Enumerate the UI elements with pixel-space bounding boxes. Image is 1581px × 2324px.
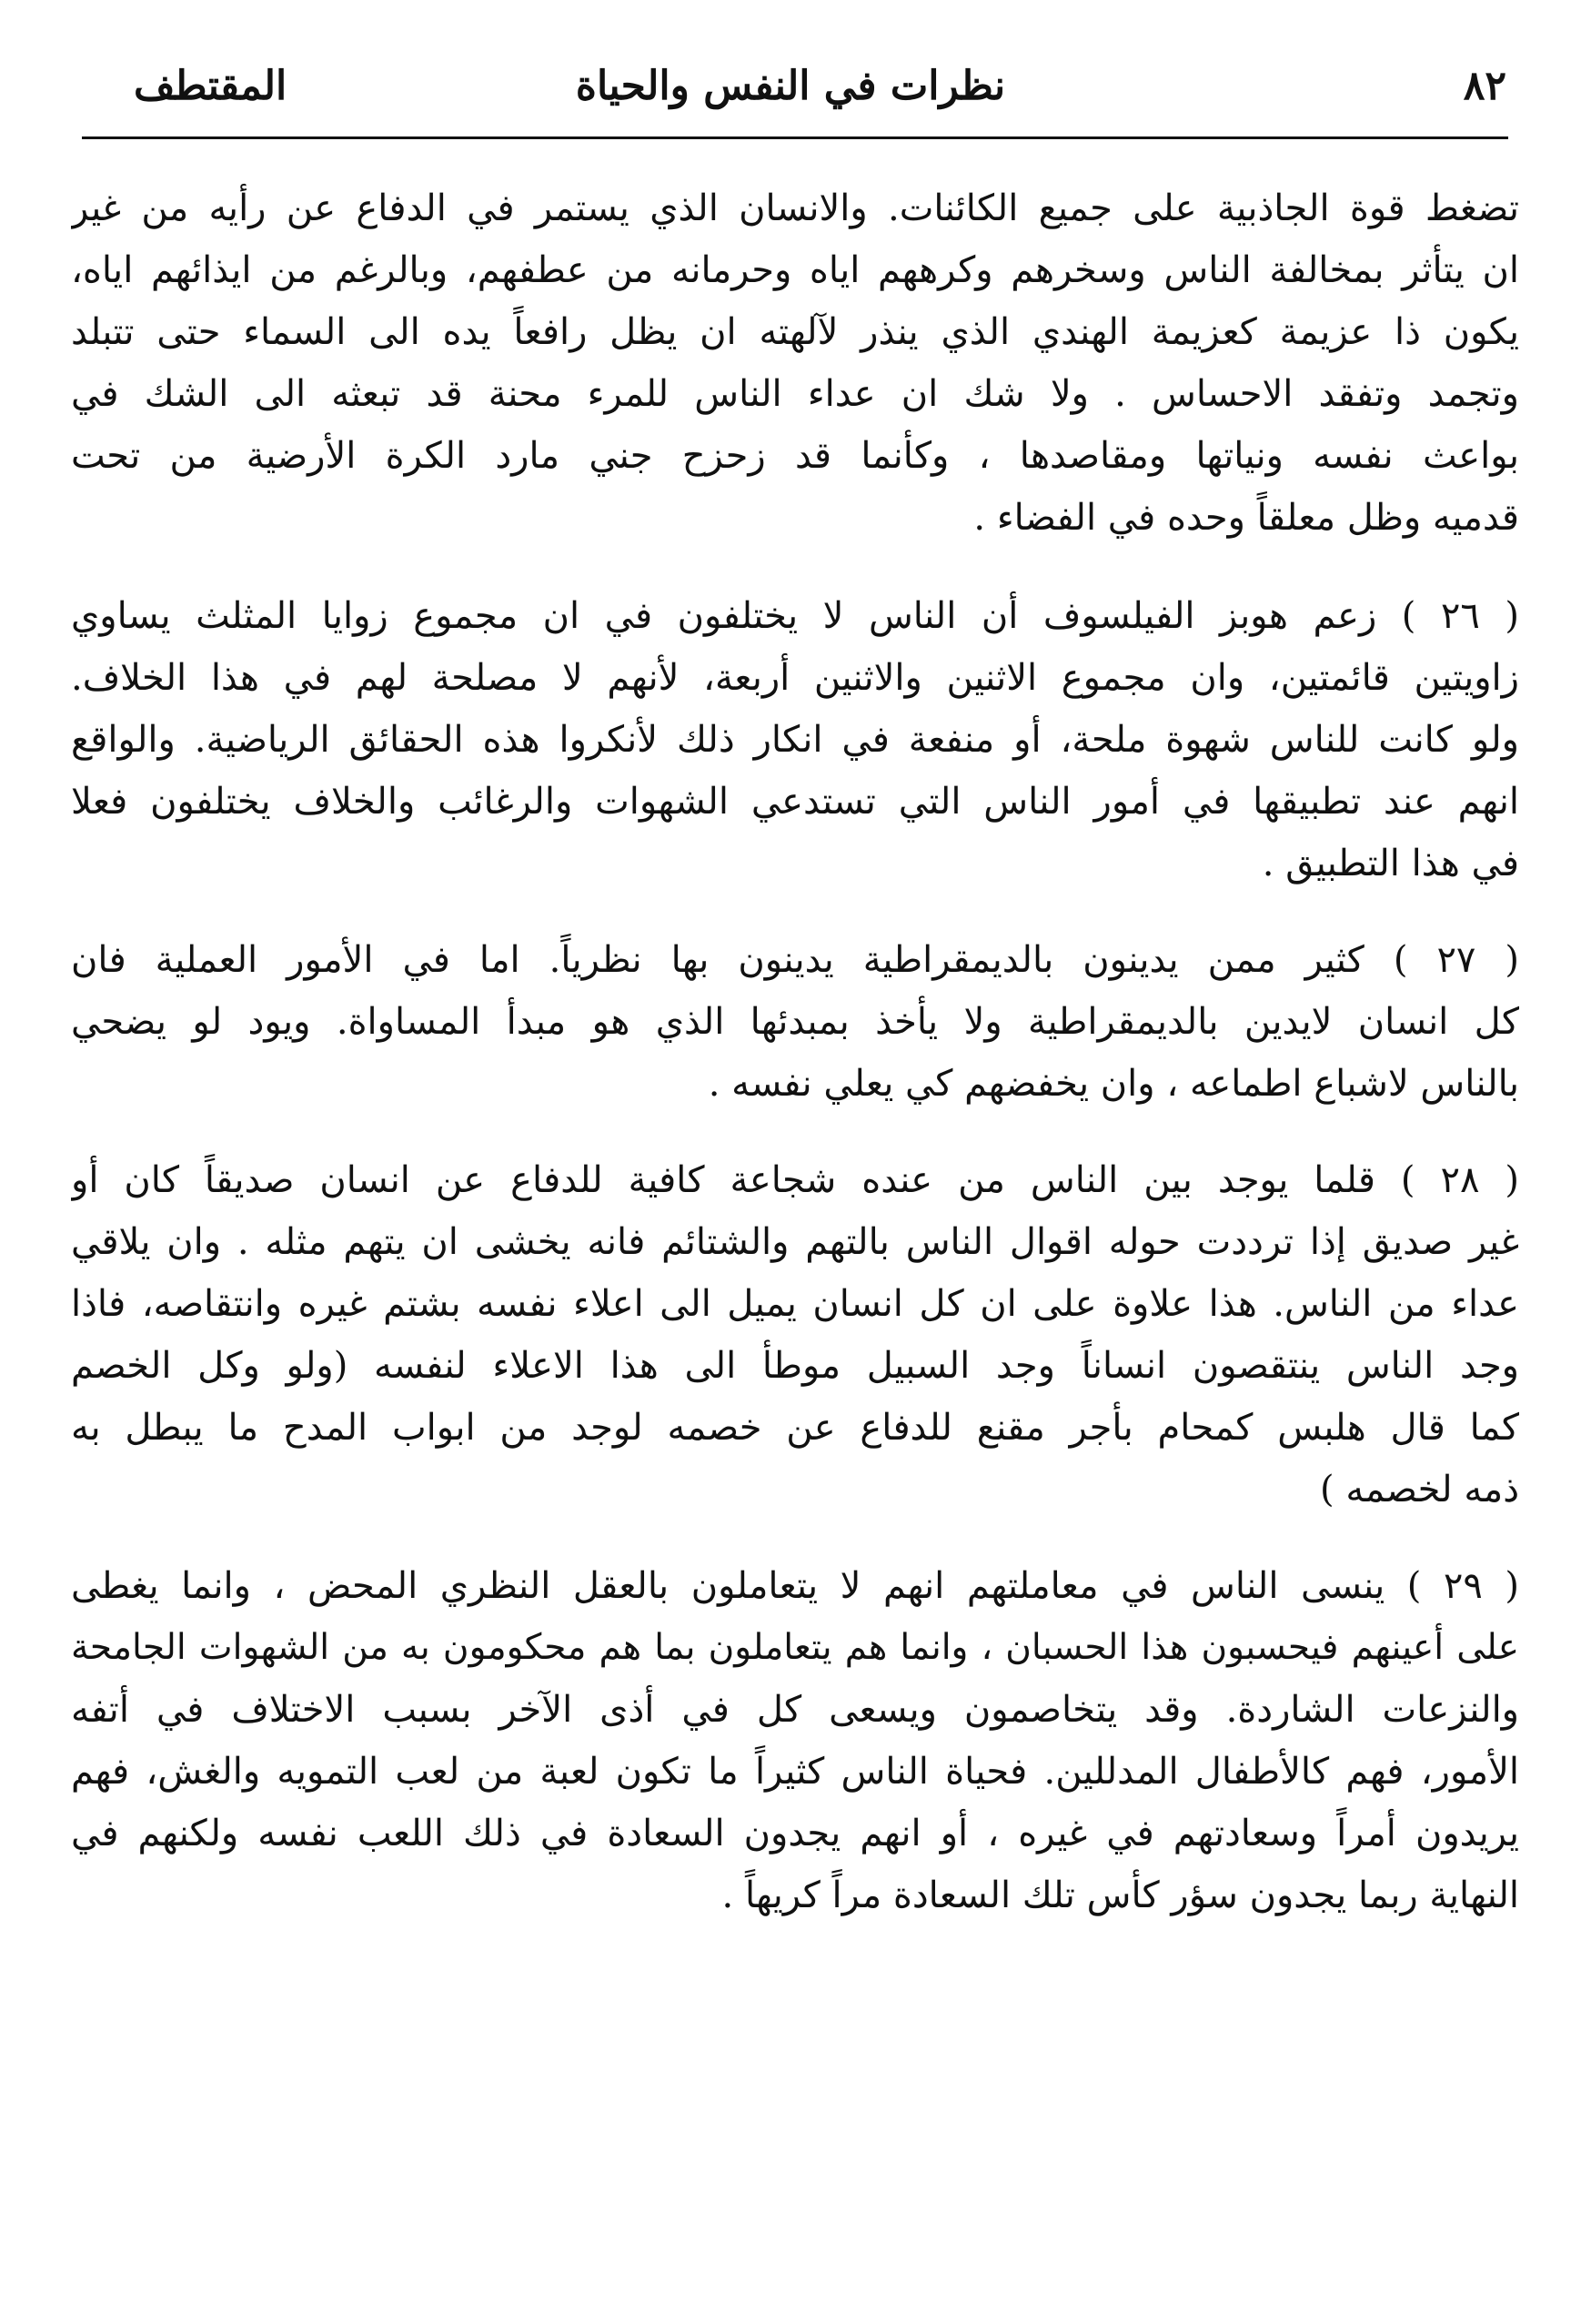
text-line: غير صديق إذا ترددت حوله اقوال الناس بالتهم والشتائم فانه يخشى ان يتهم مثله . وان يلاقي xyxy=(71,1221,1519,1263)
text-line: بالناس لاشباع اطماعه ، وان يخفضهم كي يعلي نفسه . xyxy=(708,1063,1519,1105)
text-line: وتجمد وتفقد الاحساس . ولا شك ان عداء الناس للمرء محنة قد تبعثه الى الشك في xyxy=(71,373,1519,415)
text-line: النهاية ربما يجدون سؤر كأس تلك السعادة مراً كريهاً . xyxy=(721,1874,1519,1916)
text-line: بواعث نفسه ونياتها ومقاصدها ، وكأنما قد زحزح جني مارد الكرة الأرضية من تحت xyxy=(71,435,1519,477)
text-line: يكون ذا عزيمة كعزيمة الهندي الذي ينذر لآلهته ان يظل رافعاً يده الى السماء حتى تتبلد xyxy=(71,311,1519,353)
text-line: ذمه لخصمه ) xyxy=(1320,1469,1519,1511)
text-line: ولو كانت للناس شهوة ملحة، أو منفعة في انكار ذلك لأنكروا هذه الحقائق الرياضية. والواقع xyxy=(71,719,1519,761)
text-line: وجد الناس ينتقصون انساناً وجد السبيل موطأ الى هذا الاعلاء لنفسه (ولو وكل الخصم xyxy=(71,1345,1519,1387)
text-line: قدميه وظل معلقاً وحده في الفضاء . xyxy=(973,497,1519,539)
text-line: تضغط قوة الجاذبية على جميع الكائنات. والانسان الذي يستمر في الدفاع عن رأيه من غير xyxy=(71,187,1519,229)
text-line: عداء من الناس. هذا علاوة على ان كل انسان يميل الى اعلاء نفسه بشتم غيره وانتقاصه، فاذا xyxy=(71,1283,1519,1325)
text-line: ( ٢٩ ) ينسى الناس في معاملتهم انهم لا يتعاملون بالعقل النظري المحض ، وانما يغطى xyxy=(71,1565,1519,1607)
text-line: يريدون أمراً وسعادتهم في غيره ، أو انهم يجدون السعادة في ذلك اللعب نفسه ولكنهم في xyxy=(71,1813,1519,1854)
page-number: ٨٢ xyxy=(1463,63,1506,109)
text-line: كل انسان لايدين بالديمقراطية ولا يأخذ بمبدئها الذي هو مبدأ المساواة. ويود لو يضحي xyxy=(71,1001,1519,1043)
paragraph-intro xyxy=(71,177,1519,549)
text-line: كما قال هلبس كمحام بأجر مقنع للدفاع عن خصمه لوجد من ابواب المدح ما يبطل به xyxy=(71,1407,1519,1449)
paragraph-29 xyxy=(71,1555,1519,1926)
paragraph-26 xyxy=(71,585,1519,894)
page-header xyxy=(65,55,1516,118)
text-line: زاويتين قائمتين، وان مجموع الاثنين والاثنين أربعة، لأنهم لا مصلحة لهم في هذا الخلاف. xyxy=(71,657,1519,699)
text-line: الأمور، فهم كالأطفال المدللين. فحياة الناس كثيراً ما تكون لعبة من لعب التمويه والغش، فهم xyxy=(71,1751,1519,1793)
page-body xyxy=(71,177,1519,1926)
text-line: انهم عند تطبيقها في أمور الناس التي تستدعي الشهوات والرغائب والخلاف يختلفون فعلا xyxy=(71,781,1519,823)
text-line: ( ٢٨ ) قلما يوجد بين الناس من عنده شجاعة كافية للدفاع عن انسان صديقاً كان أو xyxy=(71,1159,1519,1201)
running-title: نظرات في النفس والحياة xyxy=(575,63,1006,109)
journal-name: المقتطف xyxy=(134,63,287,109)
text-line: والنزعات الشاردة. وقد يتخاصمون ويسعى كل في أذى الآخر بسبب الاختلاف في أتفه xyxy=(71,1689,1519,1731)
paragraph-27 xyxy=(71,929,1519,1115)
header-divider xyxy=(82,136,1508,139)
paragraph-28 xyxy=(71,1149,1519,1521)
text-line: في هذا التطبيق . xyxy=(1262,843,1519,884)
text-line: ان يتأثر بمخالفة الناس وسخرهم وكرههم اياه وحرمانه من عطفهم، وبالرغم من ايذائهم اياه، xyxy=(71,249,1519,291)
text-line: على أعينهم فيحسبون هذا الحسبان ، وانما هم يتعاملون بما هم محكومون به من الشهوات الجامحة xyxy=(71,1627,1519,1668)
text-line: ( ٢٦ ) زعم هوبز الفيلسوف أن الناس لا يختلفون في ان مجموع زوايا المثلث يساوي xyxy=(71,595,1519,637)
text-line: ( ٢٧ ) كثير ممن يدينون بالديمقراطية يدينون بها نظرياً. اما في الأمور العملية فان xyxy=(71,939,1519,981)
